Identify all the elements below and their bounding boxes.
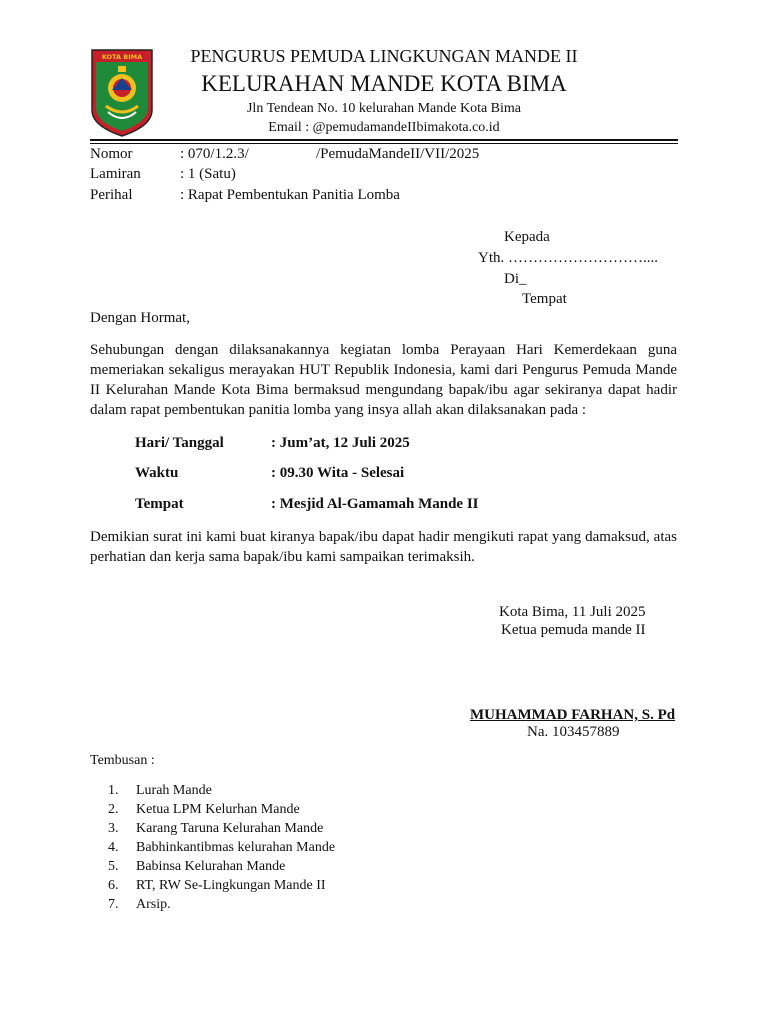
list-item-number: 4. bbox=[108, 840, 119, 855]
signature-name: MUHAMMAD FARHAN, S. Pd bbox=[470, 707, 676, 723]
list-item-number: 7. bbox=[108, 897, 119, 912]
recipient-tempat: Tempat bbox=[522, 291, 567, 307]
list-item-text: RT, RW Se-Lingkungan Mande II bbox=[136, 878, 326, 893]
detail-label-date: Hari/ Tanggal bbox=[135, 435, 224, 451]
detail-value-date: : Jum’at, 12 Juli 2025 bbox=[271, 435, 410, 451]
list-item bbox=[108, 895, 335, 914]
nomor-label: Nomor bbox=[90, 146, 133, 162]
list-item-text: Karang Taruna Kelurahan Mande bbox=[136, 821, 324, 836]
recipient-di: Di_ bbox=[504, 271, 527, 287]
list-item-number: 2. bbox=[108, 802, 119, 817]
detail-label-place: Tempat bbox=[135, 496, 184, 512]
list-item-number: 5. bbox=[108, 859, 119, 874]
list-item-text: Ketua LPM Kelurhan Mande bbox=[136, 802, 300, 817]
signature-id: Na. 103457889 bbox=[527, 724, 620, 740]
org-email: Email : @pemudamandeIIbimakota.co.id bbox=[268, 120, 500, 135]
list-item-number: 6. bbox=[108, 878, 119, 893]
list-item bbox=[108, 781, 335, 800]
header-divider-thin bbox=[90, 143, 678, 144]
list-item-number: 1. bbox=[108, 783, 119, 798]
org-name: PENGURUS PEMUDA LINGKUNGAN MANDE II bbox=[190, 46, 578, 66]
list-item bbox=[108, 838, 335, 857]
greeting: Dengan Hormat, bbox=[90, 310, 190, 326]
detail-label-time: Waktu bbox=[135, 465, 179, 481]
org-address: Jln Tendean No. 10 kelurahan Mande Kota Bima bbox=[246, 101, 522, 116]
paragraph-invitation: Sehubungan dengan dilaksanakannya kegiatan lomba Perayaan Hari Kemerdekaan guna memeriakan sekaligus merayakan HUT Republik Indonesia, kami dari Pengurus Pemuda Mande II Kelurahan Mande Kota Bima bermaksud mengundang bapak/ibu agar sekiranya dapat hadir dalam rapat pembentukan panitia lomba yang insya allah akan dilaksanakan pada : bbox=[90, 342, 677, 418]
lampiran-label: Lamiran bbox=[90, 166, 141, 182]
nomor-suffix: /PemudaMandeII/VII/2025 bbox=[316, 146, 480, 162]
list-item bbox=[108, 819, 335, 838]
perihal-label: Perihal bbox=[90, 187, 133, 203]
list-item-text: Babhinkantibmas kelurahan Mande bbox=[136, 840, 336, 855]
nomor-value: : 070/1.2.3/ bbox=[180, 146, 249, 162]
detail-value-time: : 09.30 Wita - Selesai bbox=[271, 465, 405, 481]
detail-value-place: : Mesjid Al-Gamamah Mande II bbox=[271, 496, 479, 512]
list-item-text: Babinsa Kelurahan Mande bbox=[136, 859, 286, 874]
tembusan-title: Tembusan : bbox=[90, 753, 155, 768]
signature-position: Ketua pemuda mande II bbox=[501, 622, 646, 638]
org-district: KELURAHAN MANDE KOTA BIMA bbox=[201, 71, 567, 96]
recipient-yth: Yth. ……………………….... bbox=[478, 250, 658, 266]
lampiran-value: : 1 (Satu) bbox=[180, 166, 236, 182]
recipient-kepada: Kepada bbox=[504, 229, 550, 245]
perihal-value: : Rapat Pembentukan Panitia Lomba bbox=[180, 187, 400, 203]
header-divider-thick bbox=[90, 139, 678, 141]
logo-text: KOTA BIMA bbox=[101, 53, 143, 61]
list-item bbox=[108, 800, 335, 819]
list-item bbox=[108, 857, 335, 876]
signature-place-date: Kota Bima, 11 Juli 2025 bbox=[499, 604, 646, 620]
list-item bbox=[108, 876, 335, 895]
tembusan-list bbox=[108, 781, 335, 914]
list-item-text: Lurah Mande bbox=[136, 783, 212, 798]
list-item-number: 3. bbox=[108, 821, 119, 836]
paragraph-closing: Demikian surat ini kami buat kiranya bapak/ibu dapat hadir mengikuti rapat yang damaksud, atas perhatian dan kerja sama bapak/ibu kami sampaikan terimaksih. bbox=[90, 529, 677, 565]
list-item-text: Arsip. bbox=[136, 897, 171, 912]
